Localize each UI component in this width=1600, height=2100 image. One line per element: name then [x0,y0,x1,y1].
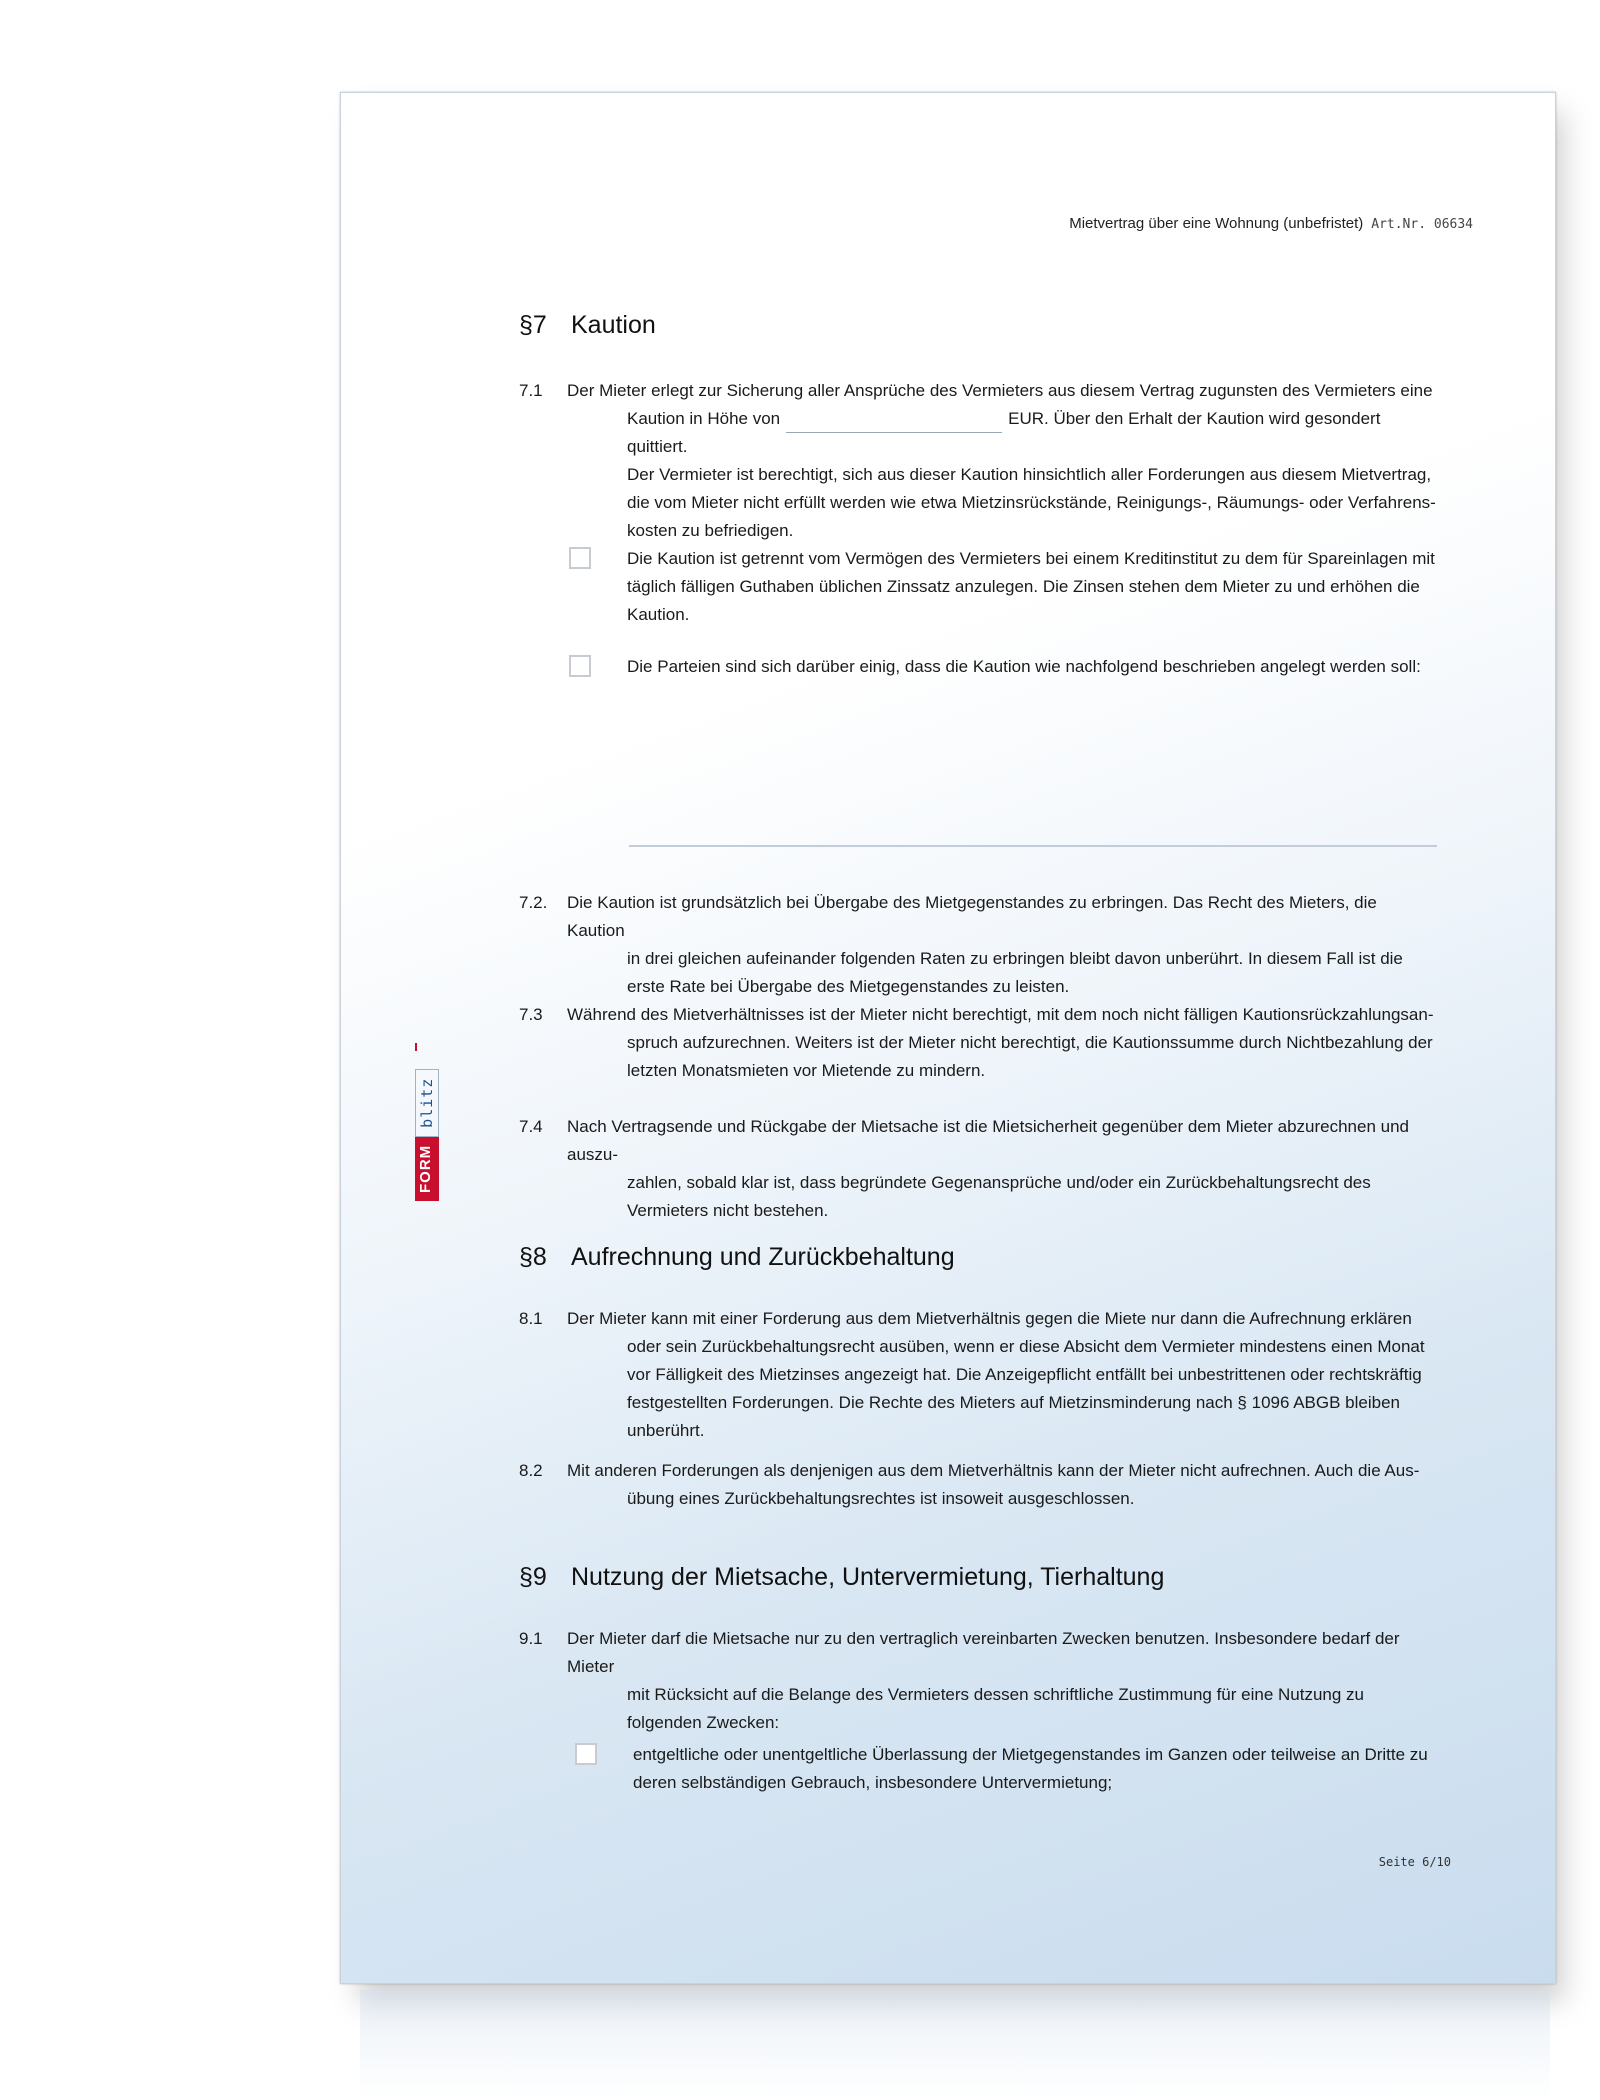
section-9-title: Nutzung der Mietsache, Untervermietung, Tierhaltung [571,1563,1165,1591]
clause-8-1-rest: oder sein Zurückbehaltungsrecht ausüben, wenn er diese Absicht dem Vermieter mindestens einen Monat vor Fälligkeit des Mietzinses angezeigt hat. Die Anzeigepflicht entfällt bei unbestrittenen oder rechtskräftig festgestellten Forderungen. Die Rechte des Mieters auf Mietzinsminderung nach § 1096 ABGB bleiben unberührt. [627,1337,1425,1440]
clause-9-1-rest: mit Rücksicht auf die Belange des Vermieters dessen schriftliche Zustimmung für eine Nutzung zu folgenden Zwecken: [627,1685,1365,1732]
option-separate-account-text: Die Kaution ist getrennt vom Vermögen des Vermieters bei einem Kreditinstitut zu dem für Spareinlagen mit täglich fälligen Guthaben üblichen Zinssatz anzulegen. Die Zinsen stehen dem Mieter zu und erhöhen die Kaution. [627,549,1435,624]
deposit-amount-field[interactable] [786,414,1002,433]
clause-7-1-line2a: Kaution in Höhe von [627,409,781,428]
clause-7-3-rest: spruch aufzurechnen. Weiters ist der Mieter nicht berechtigt, die Kautionssumme durch Nichtbezahlung der letzten Monatsmieten vor Mietende zu mindern. [627,1033,1433,1080]
clause-7-1-line1: Der Mieter erlegt zur Sicherung aller Ansprüche des Vermieters aus diesem Vertrag zugunsten des Vermieters eine [567,381,1433,400]
page-number: Seite 6/10 [1378,1855,1451,1869]
section-7-number: §7 [519,311,547,339]
section-8-heading [519,1243,955,1272]
logo-form-text: FORM [415,1137,439,1201]
clause-9-1-number: 9.1 [519,1629,543,1648]
option-separate-account-checkbox[interactable] [569,547,591,569]
option-sublease-checkbox[interactable] [575,1743,597,1765]
clause-7-1-rest: Der Vermieter ist berechtigt, sich aus dieser Kaution hinsichtlich aller Forderungen aus diesem Mietvertrag, die vom Mieter nicht erfüllt werden wie etwa Mietzinsrückstände, Reinigungs-, Räumungs- oder Verfahrens-kosten zu befriedigen. [627,465,1436,540]
section-7-title: Kaution [571,311,656,339]
section-7-heading [519,311,656,340]
clause-7-4-number: 7.4 [519,1117,543,1136]
article-number: Art.Nr. 06634 [1371,217,1473,232]
section-8-title: Aufrechnung und Zurückbehaltung [571,1243,955,1271]
option-custom-investment-text: Die Parteien sind sich darüber einig, dass die Kaution wie nachfolgend beschrieben angelegt werden soll: [627,657,1421,676]
clause-8-2-number: 8.2 [519,1461,543,1480]
clause-9-1-first: Der Mieter darf die Mietsache nur zu den vertraglich vereinbarten Zwecken benutzen. Insbesondere bedarf der Mieter [567,1629,1400,1676]
option-custom-investment-checkbox[interactable] [569,655,591,677]
clause-7-4-rest: zahlen, sobald klar ist, dass begründete Gegenansprüche und/oder ein Zurückbehaltungsrecht des Vermieters nicht bestehen. [627,1173,1371,1220]
logo-blitz-text: blitz [415,1069,439,1137]
document-title: Mietvertrag über eine Wohnung (unbefristet) [1069,215,1364,232]
clause-7-1-number: 7.1 [519,381,543,400]
clause-7-1-line2b: EUR. Über den Erhalt der Kaution wird gesondert quittiert. [627,409,1381,456]
page-reflection [360,1990,1550,2100]
clause-7-4-first: Nach Vertragsende und Rückgabe der Mietsache ist die Mietsicherheit gegenüber dem Mieter abzurechnen und auszu- [567,1117,1409,1164]
clause-7-3-first: Während des Mietverhältnisses ist der Mieter nicht berechtigt, mit dem noch nicht fälligen Kautionsrückzahlungsan- [567,1005,1434,1024]
section-9-heading [519,1563,1164,1592]
clause-8-1-number: 8.1 [519,1309,543,1328]
clause-7-2-rest: in drei gleichen aufeinander folgenden Raten zu erbringen bleibt davon unberührt. In diesem Fall ist die erste Rate bei Übergabe des Mietgegenstandes zu leisten. [627,949,1403,996]
clause-8-2-first: Mit anderen Forderungen als denjenigen aus dem Mietverhältnis kann der Mieter nicht aufrechnen. Auch die Aus- [567,1461,1420,1480]
clause-8-1-first: Der Mieter kann mit einer Forderung aus dem Mietverhältnis gegen die Miete nur dann die Aufrechnung erklären [567,1309,1412,1328]
clause-7-3-number: 7.3 [519,1005,543,1024]
option-sublease-text: entgeltliche oder unentgeltliche Überlassung der Mietgegenstandes im Ganzen oder teilweise an Dritte zu deren selbständigen Gebrauch, insbesondere Untervermietung; [633,1745,1428,1792]
document-page [340,92,1556,1984]
clause-7-2-first: Die Kaution ist grundsätzlich bei Übergabe des Mietgegenstandes zu erbringen. Das Recht des Mieters, die Kaution [567,893,1377,940]
section-9-number: §9 [519,1563,547,1591]
clause-8-2-rest: übung eines Zurückbehaltungsrechtes ist insoweit ausgeschlossen. [627,1489,1135,1508]
investment-description-line[interactable] [629,845,1437,847]
section-8-number: §8 [519,1243,547,1271]
formblitz-logo [415,1051,439,1201]
clause-7-2-number: 7.2. [519,893,548,912]
document-header [1069,215,1473,232]
